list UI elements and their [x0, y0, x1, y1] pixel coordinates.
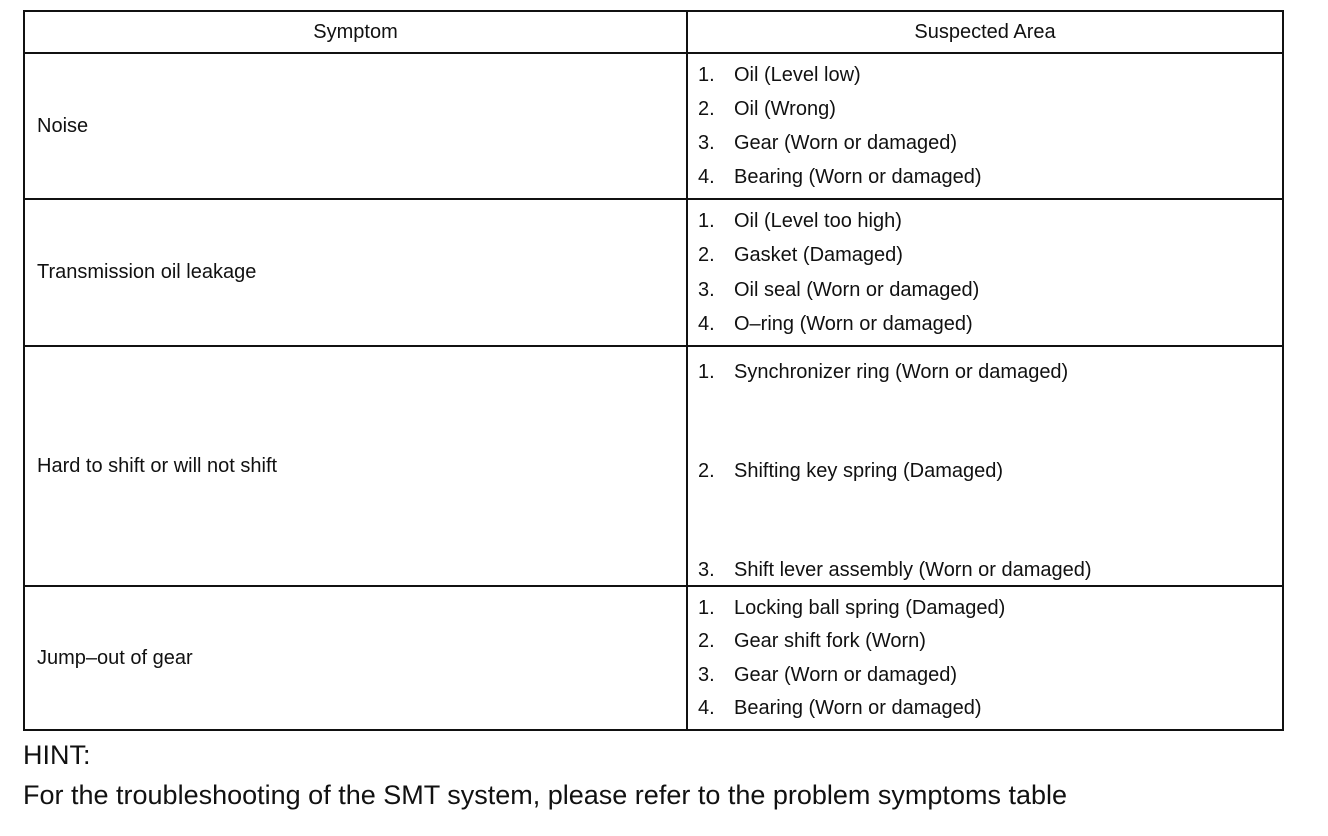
symptom-cell: Jump–out of gear — [25, 587, 688, 729]
table-header-row — [25, 12, 1282, 54]
hint-title: HINT: — [23, 740, 91, 770]
symptom-cell: Hard to shift or will not shift — [25, 347, 688, 585]
item-number: 3. — [698, 132, 715, 154]
item-text: Gasket (Damaged) — [734, 244, 903, 267]
item-number: 4. — [698, 312, 715, 335]
list-item — [698, 132, 1282, 154]
item-text: Gear (Worn or damaged) — [734, 663, 958, 686]
suspected-area-list — [698, 587, 1282, 729]
item-text: Bearing (Worn or damaged) — [734, 697, 982, 720]
item-number: 4. — [698, 166, 715, 188]
item-text: Oil (Wrong) — [734, 98, 836, 120]
item-number: 3. — [698, 663, 715, 686]
hint-text: For the troubleshooting of the SMT system, please refer to the problem symptoms table — [23, 780, 1067, 810]
item-number: 1. — [698, 64, 715, 86]
item-text: O–ring (Worn or damaged) — [734, 312, 973, 335]
item-text: Oil (Level low) — [734, 64, 861, 86]
suspected-area-column-header: Suspected Area — [914, 20, 1056, 43]
item-number: 1. — [698, 596, 715, 619]
list-item — [698, 313, 1282, 335]
suspected-area-cell — [688, 200, 1282, 345]
list-item — [698, 210, 1282, 232]
suspected-area-cell — [688, 347, 1282, 585]
list-item — [698, 597, 1282, 619]
list-item — [698, 559, 1282, 581]
item-number: 3. — [698, 278, 715, 301]
item-number: 2. — [698, 244, 715, 267]
problem-symptoms-table — [23, 10, 1284, 731]
list-item — [698, 361, 1282, 383]
item-text: Bearing (Worn or damaged) — [734, 166, 982, 188]
list-item — [698, 166, 1282, 188]
list-item — [698, 630, 1282, 652]
table-row — [25, 54, 1282, 200]
list-item — [698, 279, 1282, 301]
table-row — [25, 587, 1282, 729]
symptom-cell: Noise — [25, 54, 688, 198]
item-text: Locking ball spring (Damaged) — [734, 596, 1006, 619]
item-text: Synchronizer ring (Worn or damaged) — [734, 361, 1069, 383]
list-item — [698, 697, 1282, 719]
item-number: 2. — [698, 460, 715, 482]
item-text: Oil seal (Worn or damaged) — [734, 278, 980, 301]
symptom-column-header: Symptom — [25, 12, 688, 52]
list-item — [698, 664, 1282, 686]
list-item — [698, 98, 1282, 120]
item-number: 4. — [698, 697, 715, 720]
item-number: 1. — [698, 361, 715, 383]
suspected-area-list — [698, 54, 1282, 198]
item-number: 1. — [698, 210, 715, 233]
item-number: 3. — [698, 559, 715, 581]
suspected-area-list — [698, 347, 1282, 585]
table-row — [25, 347, 1282, 587]
item-number: 2. — [698, 98, 715, 120]
item-text: Shift lever assembly (Worn or damaged) — [734, 559, 1092, 581]
list-item — [698, 244, 1282, 266]
item-text: Oil (Level too high) — [734, 210, 902, 233]
list-item — [698, 460, 1282, 482]
item-number: 2. — [698, 630, 715, 653]
item-text: Shifting key spring (Damaged) — [734, 460, 1004, 482]
list-item — [698, 64, 1282, 86]
suspected-area-cell — [688, 587, 1282, 729]
symptom-cell: Transmission oil leakage — [25, 200, 688, 345]
item-text: Gear shift fork (Worn) — [734, 630, 926, 653]
suspected-area-cell — [688, 54, 1282, 198]
suspected-area-list — [698, 200, 1282, 345]
table-row — [25, 200, 1282, 347]
item-text: Gear (Worn or damaged) — [734, 132, 958, 154]
